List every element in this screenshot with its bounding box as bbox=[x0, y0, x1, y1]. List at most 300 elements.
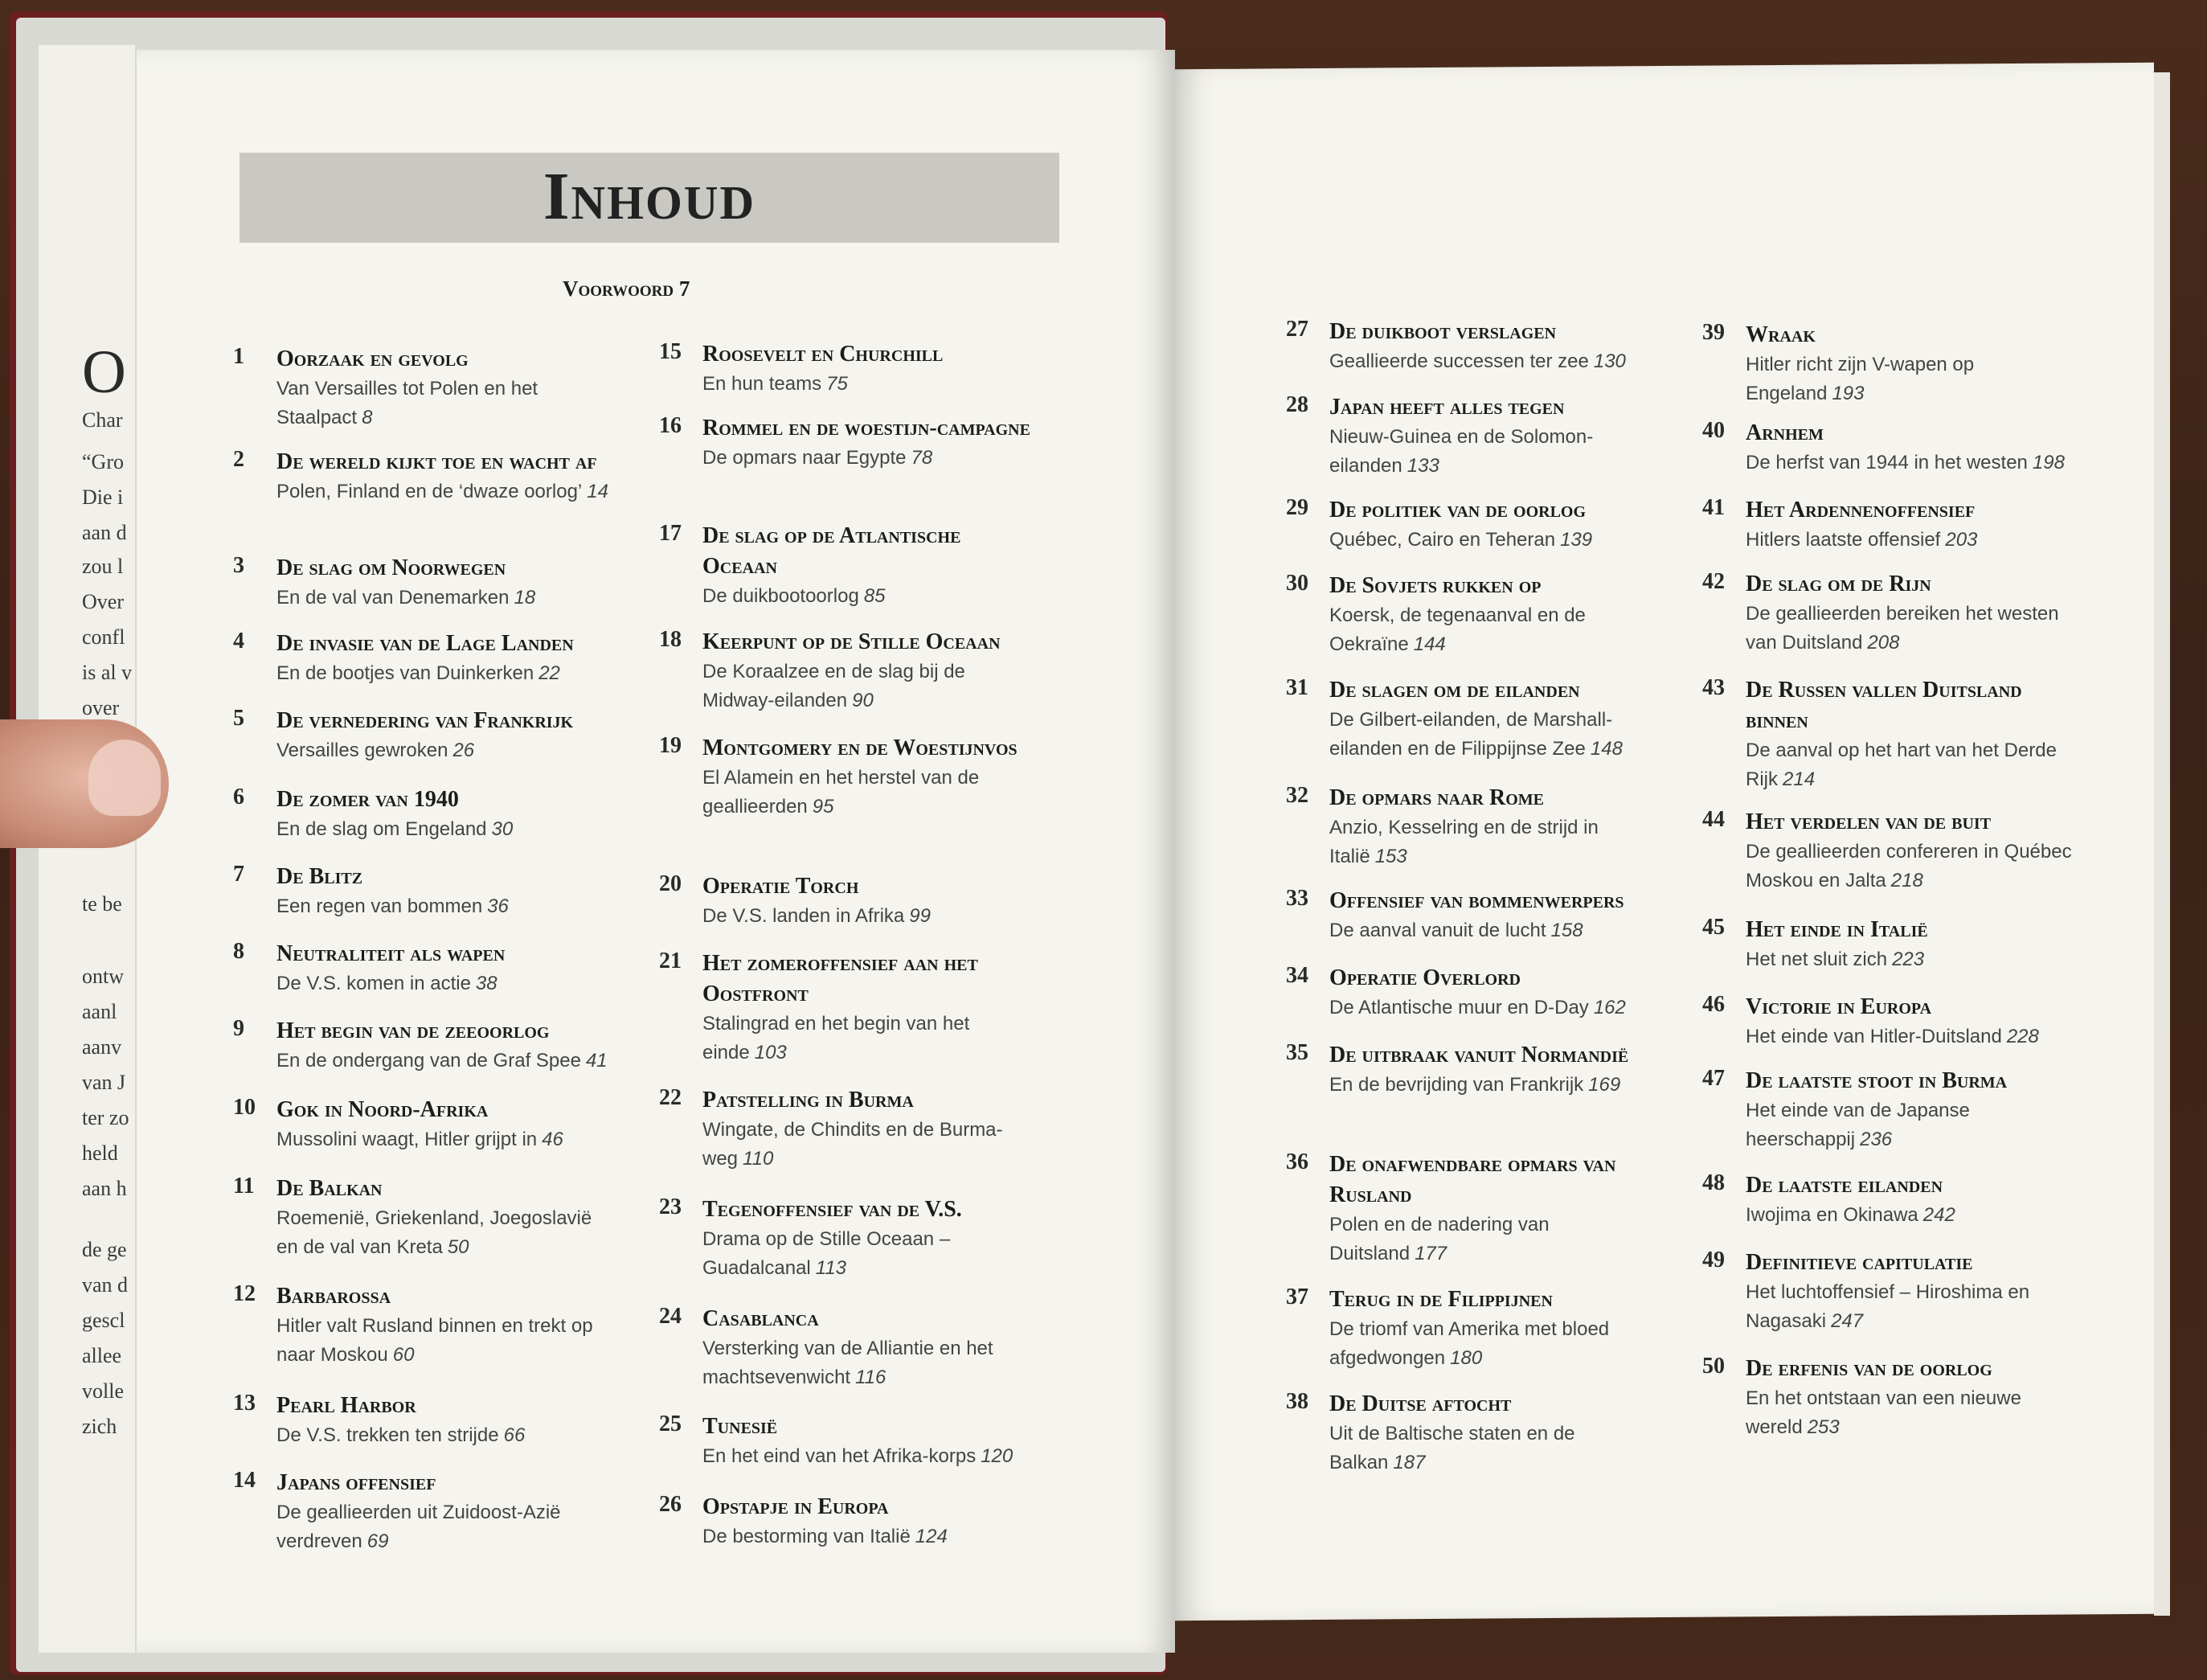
chapter-subtitle bbox=[702, 370, 1037, 399]
chapter-subtitle bbox=[1746, 838, 2080, 895]
chapter-subtitle bbox=[1329, 916, 1664, 945]
chapter-number: 16 bbox=[659, 413, 682, 438]
page-number: 120 bbox=[981, 1445, 1013, 1467]
chapter-number: 24 bbox=[659, 1304, 682, 1329]
chapter-number: 47 bbox=[1702, 1066, 1725, 1091]
chapter-description: Stalingrad en het begin van het einde bbox=[702, 1013, 970, 1063]
chapter-description: Versailles gewroken bbox=[276, 740, 448, 761]
chapter-number: 43 bbox=[1702, 675, 1725, 700]
chapter-subtitle bbox=[1746, 449, 2080, 477]
previous-page-fragment: volle bbox=[82, 1379, 124, 1403]
chapter-number: 49 bbox=[1702, 1248, 1725, 1272]
chapter-description: Uit de Baltische staten en de Balkan bbox=[1329, 1423, 1575, 1473]
chapter-title: Terug in de Filippijnen bbox=[1329, 1287, 1553, 1312]
toc-entry bbox=[233, 553, 611, 613]
chapter-subtitle bbox=[276, 736, 611, 765]
chapter-description: De duikbootoorlog bbox=[702, 585, 859, 607]
page-number: 30 bbox=[491, 818, 514, 840]
chapter-subtitle bbox=[276, 1498, 611, 1556]
chapter-subtitle bbox=[1329, 1211, 1664, 1268]
previous-page-fragment: ter zo bbox=[82, 1106, 129, 1129]
page-number: 110 bbox=[743, 1148, 774, 1170]
chapter-description: De bestorming van Italië bbox=[702, 1526, 911, 1547]
page-number: 69 bbox=[366, 1530, 389, 1552]
previous-page-fragment: allee bbox=[82, 1344, 122, 1367]
chapter-subtitle bbox=[1329, 347, 1664, 376]
chapter-title: De laatste stoot in Burma bbox=[1746, 1068, 2008, 1093]
page-number: 214 bbox=[1783, 768, 1816, 790]
previous-page-fragment: over bbox=[82, 696, 120, 719]
chapter-description: De V.S. komen in actie bbox=[276, 973, 471, 994]
page-number: 8 bbox=[362, 407, 373, 428]
chapter-subtitle bbox=[1746, 1096, 2080, 1154]
toc-entry bbox=[659, 733, 1037, 822]
page-number: 99 bbox=[909, 905, 931, 927]
chapter-number: 7 bbox=[233, 862, 244, 887]
chapter-title: Japans offensief bbox=[276, 1470, 436, 1495]
chapter-subtitle bbox=[1746, 1384, 2080, 1442]
page-title: Inhoud bbox=[543, 159, 756, 234]
chapter-description: Het einde van de Japanse heerschappij bbox=[1746, 1100, 1970, 1150]
chapter-description: Geallieerde successen ter zee bbox=[1329, 350, 1589, 372]
chapter-description: En de val van Denemarken bbox=[276, 587, 510, 608]
chapter-description: Wingate, de Chindits en de Burma-weg bbox=[702, 1119, 1003, 1170]
page-number: 180 bbox=[1450, 1347, 1483, 1369]
chapter-title: De Blitz bbox=[276, 864, 363, 889]
chapter-subtitle bbox=[276, 815, 611, 844]
chapter-subtitle bbox=[1329, 1315, 1664, 1373]
chapter-description: Nieuw-Guinea en de Solomon-eilanden bbox=[1329, 426, 1594, 477]
chapter-title: De slagen om de eilanden bbox=[1329, 678, 1580, 703]
chapter-number: 34 bbox=[1286, 963, 1308, 988]
chapter-number: 10 bbox=[233, 1095, 256, 1120]
chapter-subtitle bbox=[1746, 600, 2080, 658]
page-number: 103 bbox=[754, 1042, 787, 1063]
chapter-description: Hitler valt Rusland binnen en trekt op naar Moskou bbox=[276, 1315, 593, 1366]
chapter-description: De V.S. trekken ten strijde bbox=[276, 1424, 499, 1446]
chapter-title: De Balkan bbox=[276, 1176, 383, 1201]
chapter-number: 20 bbox=[659, 871, 682, 896]
page-number: 158 bbox=[1550, 920, 1583, 941]
chapter-title: De Duitse aftocht bbox=[1329, 1391, 1512, 1416]
page-number: 116 bbox=[855, 1367, 886, 1388]
chapter-number: 19 bbox=[659, 733, 682, 758]
chapter-description: Versterking van de Alliantie en het machtsevenwicht bbox=[702, 1338, 993, 1388]
chapter-number: 8 bbox=[233, 939, 244, 964]
toc-entry bbox=[1702, 1066, 2080, 1154]
chapter-title: Tegenoffensief van de V.S. bbox=[702, 1197, 962, 1222]
previous-page-fragment: confl bbox=[82, 625, 125, 649]
chapter-title: Montgomery en de Woestijnvos bbox=[702, 736, 1018, 760]
chapter-number: 44 bbox=[1702, 807, 1725, 832]
chapter-description: De V.S. landen in Afrika bbox=[702, 905, 905, 927]
page-number: 75 bbox=[826, 373, 848, 395]
chapter-number: 17 bbox=[659, 521, 682, 546]
chapter-title: De slag om de Rijn bbox=[1746, 572, 1931, 596]
chapter-description: En de bootjes van Duinkerken bbox=[276, 662, 534, 684]
chapter-number: 25 bbox=[659, 1412, 682, 1436]
previous-page-fragment: ontw bbox=[82, 965, 124, 988]
chapter-number: 39 bbox=[1702, 320, 1725, 345]
chapter-description: Drama op de Stille Oceaan – Guadalcanal bbox=[702, 1228, 951, 1279]
chapter-subtitle bbox=[1746, 945, 2080, 974]
chapter-subtitle bbox=[702, 1225, 1037, 1283]
previous-page-fragment: Char bbox=[82, 408, 123, 432]
chapter-subtitle bbox=[276, 969, 611, 998]
chapter-title: De opmars naar Rome bbox=[1329, 785, 1544, 810]
toc-entry bbox=[233, 1468, 611, 1556]
chapter-title: De wereld kijkt toe en wacht af bbox=[276, 449, 597, 474]
page-number: 22 bbox=[538, 662, 560, 684]
page-number: 162 bbox=[1593, 997, 1626, 1018]
toc-entry bbox=[233, 785, 611, 844]
chapter-number: 11 bbox=[233, 1174, 255, 1199]
toc-entry bbox=[659, 1304, 1037, 1392]
chapter-number: 41 bbox=[1702, 495, 1725, 520]
chapter-title: Het begin van de zeeoorlog bbox=[276, 1018, 550, 1043]
toc-entry bbox=[1286, 1040, 1664, 1100]
chapter-description: En hun teams bbox=[702, 373, 822, 395]
page-edges bbox=[2154, 72, 2170, 1616]
chapter-number: 35 bbox=[1286, 1040, 1308, 1065]
chapter-title: De slag om Noorwegen bbox=[276, 555, 506, 580]
toc-entry bbox=[1286, 571, 1664, 659]
thumbnail-nail bbox=[88, 740, 161, 816]
chapter-description: De Koraalzee en de slag bij de Midway-eilanden bbox=[702, 661, 965, 711]
page-number: 203 bbox=[1945, 529, 1978, 551]
chapter-number: 5 bbox=[233, 706, 244, 731]
toc-entry bbox=[1702, 675, 2080, 794]
page-number: 36 bbox=[487, 895, 509, 917]
chapter-subtitle bbox=[702, 1334, 1037, 1392]
toc-entry bbox=[233, 1391, 611, 1450]
chapter-subtitle bbox=[702, 1116, 1037, 1174]
toc-entry bbox=[1286, 1149, 1664, 1268]
toc-entry bbox=[1286, 1389, 1664, 1477]
page-number: 247 bbox=[1831, 1310, 1864, 1332]
chapter-number: 36 bbox=[1286, 1149, 1308, 1174]
chapter-number: 38 bbox=[1286, 1389, 1308, 1414]
toc-entry bbox=[1702, 418, 2080, 477]
page-number: 66 bbox=[503, 1424, 526, 1446]
toc-entry bbox=[233, 447, 611, 506]
previous-page-fragment: is al v bbox=[82, 661, 133, 684]
page-number: 95 bbox=[812, 796, 834, 817]
chapter-subtitle bbox=[702, 764, 1037, 822]
toc-entry bbox=[233, 629, 611, 688]
toc-entry bbox=[1702, 495, 2080, 555]
chapter-subtitle bbox=[276, 1421, 611, 1450]
chapter-number: 45 bbox=[1702, 915, 1725, 940]
toc-entry bbox=[1286, 886, 1664, 945]
previous-page-fragment: van J bbox=[82, 1071, 126, 1094]
toc-entry bbox=[233, 1095, 611, 1154]
previous-page-fragment: gescl bbox=[82, 1309, 125, 1332]
chapter-description: Mussolini waagt, Hitler grijpt in bbox=[276, 1129, 538, 1150]
previous-page-fragment: held bbox=[82, 1141, 118, 1165]
chapter-description: De herfst van 1944 in het westen bbox=[1746, 452, 2028, 473]
toc-entry bbox=[659, 627, 1037, 715]
chapter-title: Keerpunt op de Stille Oceaan bbox=[702, 629, 1001, 654]
chapter-subtitle bbox=[702, 658, 1037, 715]
chapter-number: 30 bbox=[1286, 571, 1308, 596]
toc-entry bbox=[659, 1085, 1037, 1174]
chapter-number: 9 bbox=[233, 1016, 244, 1041]
toc-entry bbox=[1702, 569, 2080, 658]
page-number: 130 bbox=[1593, 350, 1626, 372]
toc-entry bbox=[659, 339, 1037, 399]
chapter-subtitle bbox=[1329, 423, 1664, 481]
chapter-number: 21 bbox=[659, 949, 682, 973]
previous-page-fragment: aanv bbox=[82, 1035, 122, 1059]
page-number: 218 bbox=[1890, 870, 1923, 891]
chapter-title: Operatie Torch bbox=[702, 874, 859, 899]
chapter-number: 23 bbox=[659, 1194, 682, 1219]
toc-entry bbox=[1702, 1354, 2080, 1442]
previous-page-fragment: aanl bbox=[82, 1000, 117, 1023]
toc-entry bbox=[659, 1412, 1037, 1471]
toc-entry bbox=[233, 344, 611, 432]
chapter-title: De uitbraak vanuit Normandië bbox=[1329, 1043, 1629, 1067]
chapter-title: Operatie Overlord bbox=[1329, 965, 1521, 990]
chapter-number: 22 bbox=[659, 1085, 682, 1110]
chapter-number: 6 bbox=[233, 785, 244, 809]
chapter-description: De geallieerden uit Zuidoost-Azië verdreven bbox=[276, 1502, 561, 1552]
chapter-description: De Atlantische muur en D-Day bbox=[1329, 997, 1589, 1018]
page-number: 90 bbox=[852, 690, 874, 711]
chapter-description: Het net sluit zich bbox=[1746, 949, 1888, 970]
chapter-subtitle bbox=[276, 477, 611, 506]
chapter-description: En de bevrijding van Frankrijk bbox=[1329, 1074, 1584, 1096]
chapter-subtitle bbox=[702, 902, 1037, 931]
chapter-title: Tunesië bbox=[702, 1414, 778, 1439]
chapter-description: De geallieerden bereiken het westen van Duitsland bbox=[1746, 603, 2059, 654]
chapter-number: 13 bbox=[233, 1391, 256, 1416]
chapter-number: 31 bbox=[1286, 675, 1308, 700]
chapter-title: Rommel en de woestijn-campagne bbox=[702, 416, 1030, 440]
chapter-title: De invasie van de Lage Landen bbox=[276, 631, 574, 656]
previous-page-fragment: “Gro bbox=[82, 450, 124, 473]
previous-page-fragment: te be bbox=[82, 892, 122, 916]
chapter-subtitle bbox=[1746, 1201, 2080, 1230]
page-number: 153 bbox=[1374, 846, 1407, 867]
page-number: 113 bbox=[815, 1257, 847, 1279]
page-number: 38 bbox=[475, 973, 497, 994]
chapter-subtitle bbox=[1329, 1071, 1664, 1100]
chapter-description: Het luchtoffensief – Hiroshima en Nagasaki bbox=[1746, 1281, 2030, 1332]
chapter-subtitle bbox=[1329, 601, 1664, 659]
toc-entry bbox=[1286, 317, 1664, 376]
toc-entry bbox=[659, 949, 1037, 1067]
chapter-subtitle bbox=[1746, 526, 2080, 555]
chapter-title: Definitieve capitulatie bbox=[1746, 1250, 1973, 1275]
chapter-title: Oorzaak en gevolg bbox=[276, 346, 469, 371]
chapter-number: 18 bbox=[659, 627, 682, 652]
page-number: 18 bbox=[514, 587, 536, 608]
previous-page-fragment: aan h bbox=[82, 1177, 127, 1200]
page-number: 124 bbox=[915, 1526, 948, 1547]
chapter-subtitle bbox=[1746, 1022, 2080, 1051]
chapter-description: En de slag om Engeland bbox=[276, 818, 487, 840]
chapter-description: Québec, Cairo en Teheran bbox=[1329, 529, 1556, 551]
page-number: 228 bbox=[2006, 1026, 2039, 1047]
chapter-title: Arnhem bbox=[1746, 420, 1824, 445]
page-number: 46 bbox=[542, 1129, 563, 1150]
chapter-number: 14 bbox=[233, 1468, 256, 1493]
toc-entry bbox=[659, 871, 1037, 931]
toc-entry bbox=[1702, 915, 2080, 974]
chapter-title: Neutraliteit als wapen bbox=[276, 941, 506, 966]
chapter-subtitle bbox=[1329, 706, 1664, 764]
previous-page-fragment: Die i bbox=[82, 486, 124, 509]
page-number: 253 bbox=[1807, 1416, 1840, 1438]
chapter-subtitle bbox=[702, 1442, 1037, 1471]
chapter-subtitle bbox=[1746, 736, 2080, 794]
page-number: 177 bbox=[1415, 1243, 1447, 1264]
chapter-title: Opstapje in Europa bbox=[702, 1494, 889, 1519]
toc-entry bbox=[1702, 992, 2080, 1051]
chapter-description: En het eind van het Afrika-korps bbox=[702, 1445, 977, 1467]
chapter-title: De duikboot verslagen bbox=[1329, 319, 1557, 344]
chapter-title: De politiek van de oorlog bbox=[1329, 498, 1587, 522]
chapter-number: 27 bbox=[1286, 317, 1308, 342]
toc-entry bbox=[659, 521, 1037, 611]
toc-entry bbox=[1286, 963, 1664, 1022]
page-number: 208 bbox=[1867, 632, 1900, 654]
page-number: 60 bbox=[392, 1344, 415, 1366]
toc-entry bbox=[233, 939, 611, 998]
chapter-subtitle bbox=[1329, 813, 1664, 871]
chapter-title: Het einde in Italië bbox=[1746, 917, 1928, 942]
chapter-subtitle bbox=[276, 584, 611, 613]
chapter-number: 15 bbox=[659, 339, 682, 364]
chapter-subtitle bbox=[1746, 1278, 2080, 1336]
chapter-number: 32 bbox=[1286, 783, 1308, 808]
chapter-subtitle bbox=[702, 1522, 1037, 1551]
chapter-description: Hitler richt zijn V-wapen op Engeland bbox=[1746, 354, 1975, 404]
previous-page-fragment: Over bbox=[82, 590, 124, 613]
chapter-number: 28 bbox=[1286, 392, 1308, 417]
toc-entry bbox=[233, 1281, 611, 1370]
chapter-title: Pearl Harbor bbox=[276, 1393, 416, 1418]
chapter-subtitle bbox=[702, 444, 1037, 473]
chapter-description: El Alamein en het herstel van de geallieerden bbox=[702, 767, 980, 817]
chapter-title: De Sovjets rukken op bbox=[1329, 573, 1542, 598]
chapter-description: En de ondergang van de Graf Spee bbox=[276, 1050, 581, 1072]
chapter-number: 2 bbox=[233, 447, 244, 472]
chapter-number: 42 bbox=[1702, 569, 1725, 594]
page-number: 236 bbox=[1860, 1129, 1893, 1150]
chapter-description: Anzio, Kesselring en de strijd in Italië bbox=[1329, 817, 1599, 867]
chapter-subtitle bbox=[276, 892, 611, 921]
chapter-title: Het Ardennenoffensief bbox=[1746, 498, 1976, 522]
chapter-description: De geallieerden confereren in Québec Moskou en Jalta bbox=[1746, 841, 2072, 891]
chapter-subtitle bbox=[276, 1125, 611, 1154]
page-number: 198 bbox=[2032, 452, 2065, 473]
chapter-title: Het zomeroffensief aan het Oostfront bbox=[702, 951, 978, 1006]
chapter-title: De Russen vallen Duitsland binnen bbox=[1746, 678, 2022, 733]
toc-entry bbox=[1286, 1285, 1664, 1373]
previous-page bbox=[39, 45, 135, 1653]
page-number: 223 bbox=[1892, 949, 1925, 970]
chapter-description: De triomf van Amerika met bloed afgedwongen bbox=[1329, 1318, 1610, 1369]
toc-entry bbox=[659, 1194, 1037, 1283]
chapter-subtitle bbox=[702, 582, 1037, 611]
chapter-title: De zomer van 1940 bbox=[276, 787, 459, 812]
chapter-title: Japan heeft alles tegen bbox=[1329, 395, 1565, 420]
chapter-number: 4 bbox=[233, 629, 244, 654]
toc-entry bbox=[233, 1174, 611, 1262]
chapter-title: Wraak bbox=[1746, 322, 1816, 347]
page-number: 193 bbox=[1832, 383, 1865, 404]
chapter-title: Casablanca bbox=[702, 1306, 819, 1331]
chapter-number: 3 bbox=[233, 553, 244, 578]
toc-entry bbox=[1702, 807, 2080, 895]
previous-page-fragment: de ge bbox=[82, 1238, 127, 1261]
chapter-description: Iwojima en Okinawa bbox=[1746, 1204, 1918, 1226]
page-number: 139 bbox=[1560, 529, 1593, 551]
previous-page-fragment: zou l bbox=[82, 555, 124, 578]
chapter-number: 26 bbox=[659, 1492, 682, 1517]
chapter-description: De aanval op het hart van het Derde Rijk bbox=[1746, 740, 2057, 790]
chapter-subtitle bbox=[702, 1010, 1037, 1067]
foreword-line: Voorwoord 7 bbox=[563, 277, 690, 301]
chapter-number: 1 bbox=[233, 344, 244, 369]
chapter-number: 12 bbox=[233, 1281, 256, 1306]
toc-entry bbox=[659, 413, 1037, 473]
toc-entry bbox=[1286, 675, 1664, 764]
chapter-subtitle bbox=[276, 659, 611, 688]
toc-entry bbox=[233, 862, 611, 921]
page-number: 85 bbox=[863, 585, 886, 607]
chapter-description: Polen, Finland en de ‘dwaze oorlog’ bbox=[276, 481, 583, 502]
chapter-description: De aanval vanuit de lucht bbox=[1329, 920, 1546, 941]
chapter-subtitle bbox=[276, 375, 611, 432]
chapter-title: Het verdelen van de buit bbox=[1746, 809, 1992, 834]
chapter-number: 29 bbox=[1286, 495, 1308, 520]
chapter-description: De opmars naar Egypte bbox=[702, 447, 907, 469]
chapter-subtitle bbox=[276, 1204, 611, 1262]
page-number: 169 bbox=[1588, 1074, 1621, 1096]
page-number: 242 bbox=[1922, 1204, 1955, 1226]
chapter-title: Patstelling in Burma bbox=[702, 1088, 914, 1112]
chapter-subtitle bbox=[276, 1047, 611, 1076]
page-number: 26 bbox=[452, 740, 475, 761]
toc-entry bbox=[1286, 783, 1664, 871]
chapter-subtitle bbox=[1329, 994, 1664, 1022]
toc-entry bbox=[659, 1492, 1037, 1551]
chapter-number: 37 bbox=[1286, 1285, 1308, 1309]
chapter-number: 48 bbox=[1702, 1170, 1725, 1195]
toc-entry bbox=[233, 1016, 611, 1076]
page-number: 50 bbox=[447, 1236, 469, 1258]
chapter-title: De slag op de Atlantische Oceaan bbox=[702, 523, 961, 579]
previous-page-fragment: O bbox=[82, 338, 126, 406]
chapter-title: Offensief van bommenwerpers bbox=[1329, 888, 1624, 913]
toc-entry bbox=[1702, 320, 2080, 408]
chapter-number: 46 bbox=[1702, 992, 1725, 1017]
page-number: 133 bbox=[1407, 455, 1439, 477]
previous-page-fragment: zich bbox=[82, 1415, 117, 1438]
chapter-description: Een regen van bommen bbox=[276, 895, 483, 917]
toc-entry bbox=[1702, 1170, 2080, 1230]
chapter-description: En het ontstaan van een nieuwe wereld bbox=[1746, 1387, 2021, 1438]
toc-entry bbox=[1702, 1248, 2080, 1336]
chapter-subtitle bbox=[1329, 1420, 1664, 1477]
chapter-description: De Gilbert-eilanden, de Marshall-eilanden en de Filippijnse Zee bbox=[1329, 709, 1613, 760]
chapter-title: De vernedering van Frankrijk bbox=[276, 708, 574, 733]
page-number: 187 bbox=[1393, 1452, 1426, 1473]
